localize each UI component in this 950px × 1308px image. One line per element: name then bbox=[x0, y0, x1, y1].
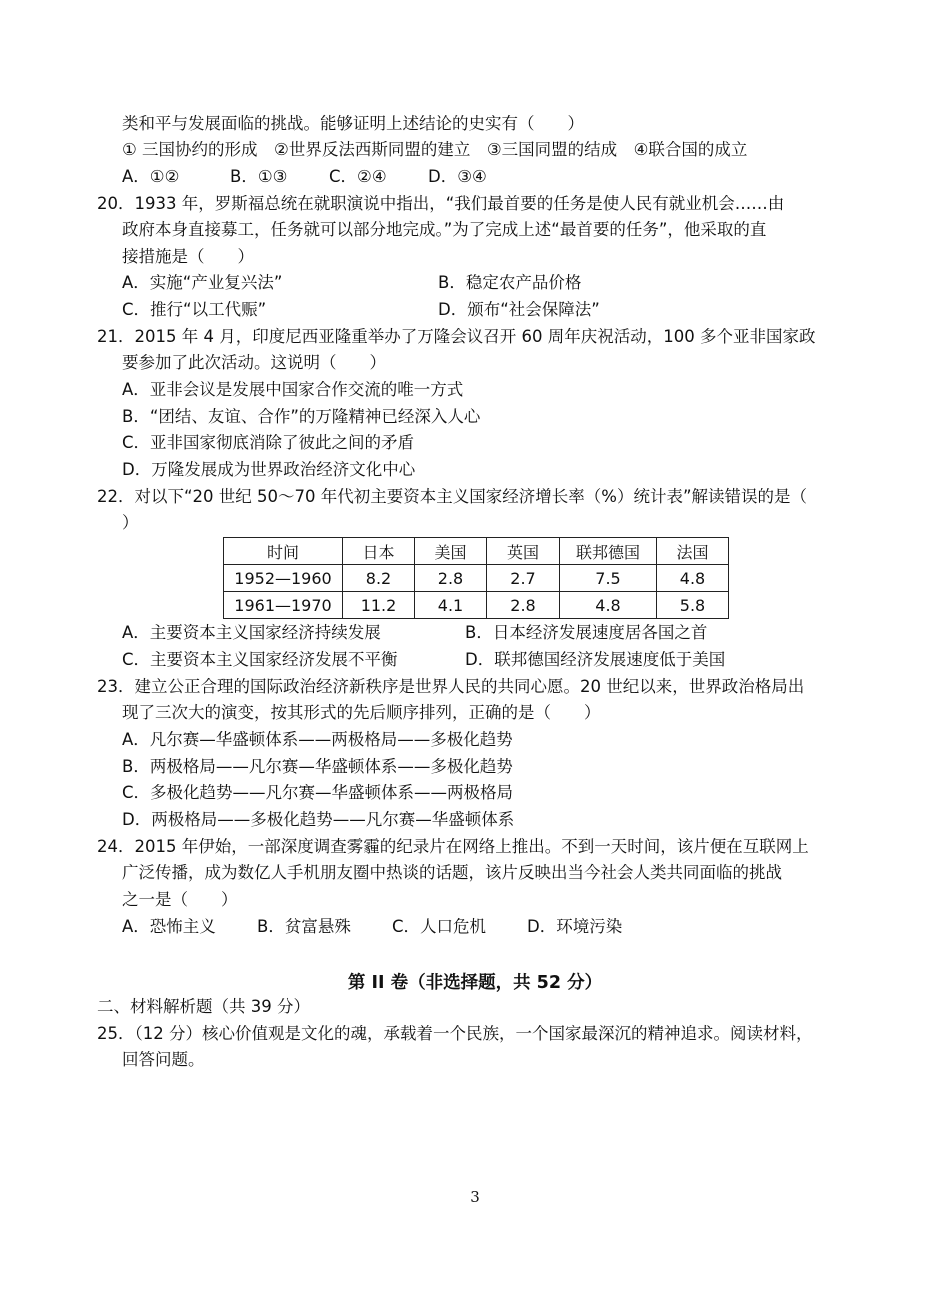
table-cell: 2.7 bbox=[487, 565, 560, 592]
table-header-cell: 时间 bbox=[224, 538, 343, 565]
q22-option-d: D．联邦德国经济发展速度低于美国 bbox=[465, 650, 726, 669]
page-number: 3 bbox=[470, 1188, 480, 1206]
q20-options-row-1 bbox=[122, 272, 822, 294]
table-cell: 4.1 bbox=[415, 592, 487, 619]
q19-option-c: C．②④ bbox=[329, 167, 387, 186]
table-header-row bbox=[224, 538, 729, 565]
q25-line-2: 回答问题。 bbox=[122, 1050, 205, 1069]
q23-option-b: B．两极格局——凡尔赛—华盛顿体系——多极化趋势 bbox=[122, 757, 513, 776]
q24-option-b: B．贫富悬殊 bbox=[257, 917, 351, 936]
table-header-cell: 美国 bbox=[415, 538, 487, 565]
section-subtitle: 二、材料解析题（共 39 分） bbox=[97, 997, 310, 1016]
q19-option-a: A．①② bbox=[122, 167, 180, 186]
q20-line-1: 20．1933 年，罗斯福总统在就职演说中指出，“我们最首要的任务是使人民有就业机会……由 bbox=[97, 194, 785, 213]
q24-line-1: 24．2015 年伊始，一部深度调查雾霾的纪录片在网络上推出。不到一天时间，该片便在互联网上 bbox=[97, 837, 809, 856]
q23-line-1: 23．建立公正合理的国际政治经济新秩序是世界人民的共同心愿。20 世纪以来，世界政治格局出 bbox=[97, 677, 805, 696]
table-cell: 1961—1970 bbox=[224, 592, 343, 619]
table-header-cell: 联邦德国 bbox=[560, 538, 657, 565]
table-row bbox=[224, 592, 729, 619]
q20-option-c: C．推行“以工代赈” bbox=[122, 300, 267, 319]
q24-line-3: 之一是（ ） bbox=[122, 890, 238, 909]
q22-options-row-2 bbox=[122, 649, 842, 671]
table-row bbox=[224, 565, 729, 592]
q20-line-3: 接措施是（ ） bbox=[122, 247, 254, 266]
growth-rate-table bbox=[223, 537, 729, 619]
q22-option-b: B．日本经济发展速度居各国之首 bbox=[465, 623, 708, 642]
q19-continuation: 类和平与发展面临的挑战。能够证明上述结论的史实有（ ） bbox=[122, 114, 584, 133]
section-title: 第 II 卷（非选择题，共 52 分） bbox=[347, 973, 603, 993]
q22-line-2: ） bbox=[122, 513, 139, 532]
q21-option-a: A．亚非会议是发展中国家合作交流的唯一方式 bbox=[122, 380, 464, 399]
q22-line-1: 22．对以下“20 世纪 50～70 年代初主要资本主义国家经济增长率（%）统计表”解读错误的是（ bbox=[97, 487, 807, 506]
q20-option-b: B．稳定农产品价格 bbox=[438, 273, 582, 292]
table-header-cell: 日本 bbox=[343, 538, 415, 565]
q19-options bbox=[122, 166, 722, 188]
table-cell: 2.8 bbox=[487, 592, 560, 619]
q23-option-c: C．多极化趋势——凡尔赛—华盛顿体系——两极格局 bbox=[122, 783, 514, 802]
q24-option-c: C．人口危机 bbox=[392, 917, 487, 936]
table-cell: 2.8 bbox=[415, 565, 487, 592]
q21-line-1: 21．2015 年 4 月，印度尼西亚隆重举办了万隆会议召开 60 周年庆祝活动，100 多个亚非国家政 bbox=[97, 327, 816, 346]
q21-option-c: C．亚非国家彻底消除了彼此之间的矛盾 bbox=[122, 433, 415, 452]
q21-option-b: B．“团结、友谊、合作”的万隆精神已经深入人心 bbox=[122, 407, 481, 426]
q23-line-2: 现了三次大的演变，按其形式的先后顺序排列，正确的是（ ） bbox=[122, 703, 601, 722]
table-cell: 4.8 bbox=[560, 592, 657, 619]
q19-option-b: B．①③ bbox=[230, 167, 288, 186]
q19-items: ① 三国协约的形成 ②世界反法西斯同盟的建立 ③三国同盟的结成 ④联合国的成立 bbox=[122, 140, 748, 159]
q24-option-a: A．恐怖主义 bbox=[122, 917, 216, 936]
q20-option-a: A．实施“产业复兴法” bbox=[122, 273, 283, 292]
table-cell: 5.8 bbox=[657, 592, 729, 619]
table-cell: 4.8 bbox=[657, 565, 729, 592]
q24-option-d: D．环境污染 bbox=[527, 917, 623, 936]
table-cell: 1952—1960 bbox=[224, 565, 343, 592]
q23-option-d: D．两极格局——多极化趋势——凡尔赛—华盛顿体系 bbox=[122, 810, 515, 829]
q22-option-a: A．主要资本主义国家经济持续发展 bbox=[122, 623, 381, 642]
q24-options bbox=[122, 916, 722, 938]
table-cell: 8.2 bbox=[343, 565, 415, 592]
table-cell: 7.5 bbox=[560, 565, 657, 592]
table-cell: 11.2 bbox=[343, 592, 415, 619]
q20-option-d: D．颁布“社会保障法” bbox=[438, 300, 600, 319]
q20-options-row-2 bbox=[122, 299, 822, 321]
table-header-cell: 法国 bbox=[657, 538, 729, 565]
table-header-cell: 英国 bbox=[487, 538, 560, 565]
q21-line-2: 要参加了此次活动。这说明（ ） bbox=[122, 353, 386, 372]
q25-line-1: 25．（12 分）核心价值观是文化的魂，承载着一个民族，一个国家最深沉的精神追求。阅读材料， bbox=[97, 1024, 813, 1043]
q22-option-c: C．主要资本主义国家经济发展不平衡 bbox=[122, 650, 398, 669]
q22-options-row-1 bbox=[122, 622, 842, 644]
q21-option-d: D．万隆发展成为世界政治经济文化中心 bbox=[122, 460, 416, 479]
q23-option-a: A．凡尔赛—华盛顿体系——两极格局——多极化趋势 bbox=[122, 730, 513, 749]
q24-line-2: 广泛传播，成为数亿人手机朋友圈中热谈的话题，该片反映出当今社会人类共同面临的挑战 bbox=[122, 863, 782, 882]
q20-line-2: 政府本身直接募工，任务就可以部分地完成。”为了完成上述“最首要的任务”，他采取的直 bbox=[122, 220, 767, 239]
q19-option-d: D．③④ bbox=[428, 167, 487, 186]
